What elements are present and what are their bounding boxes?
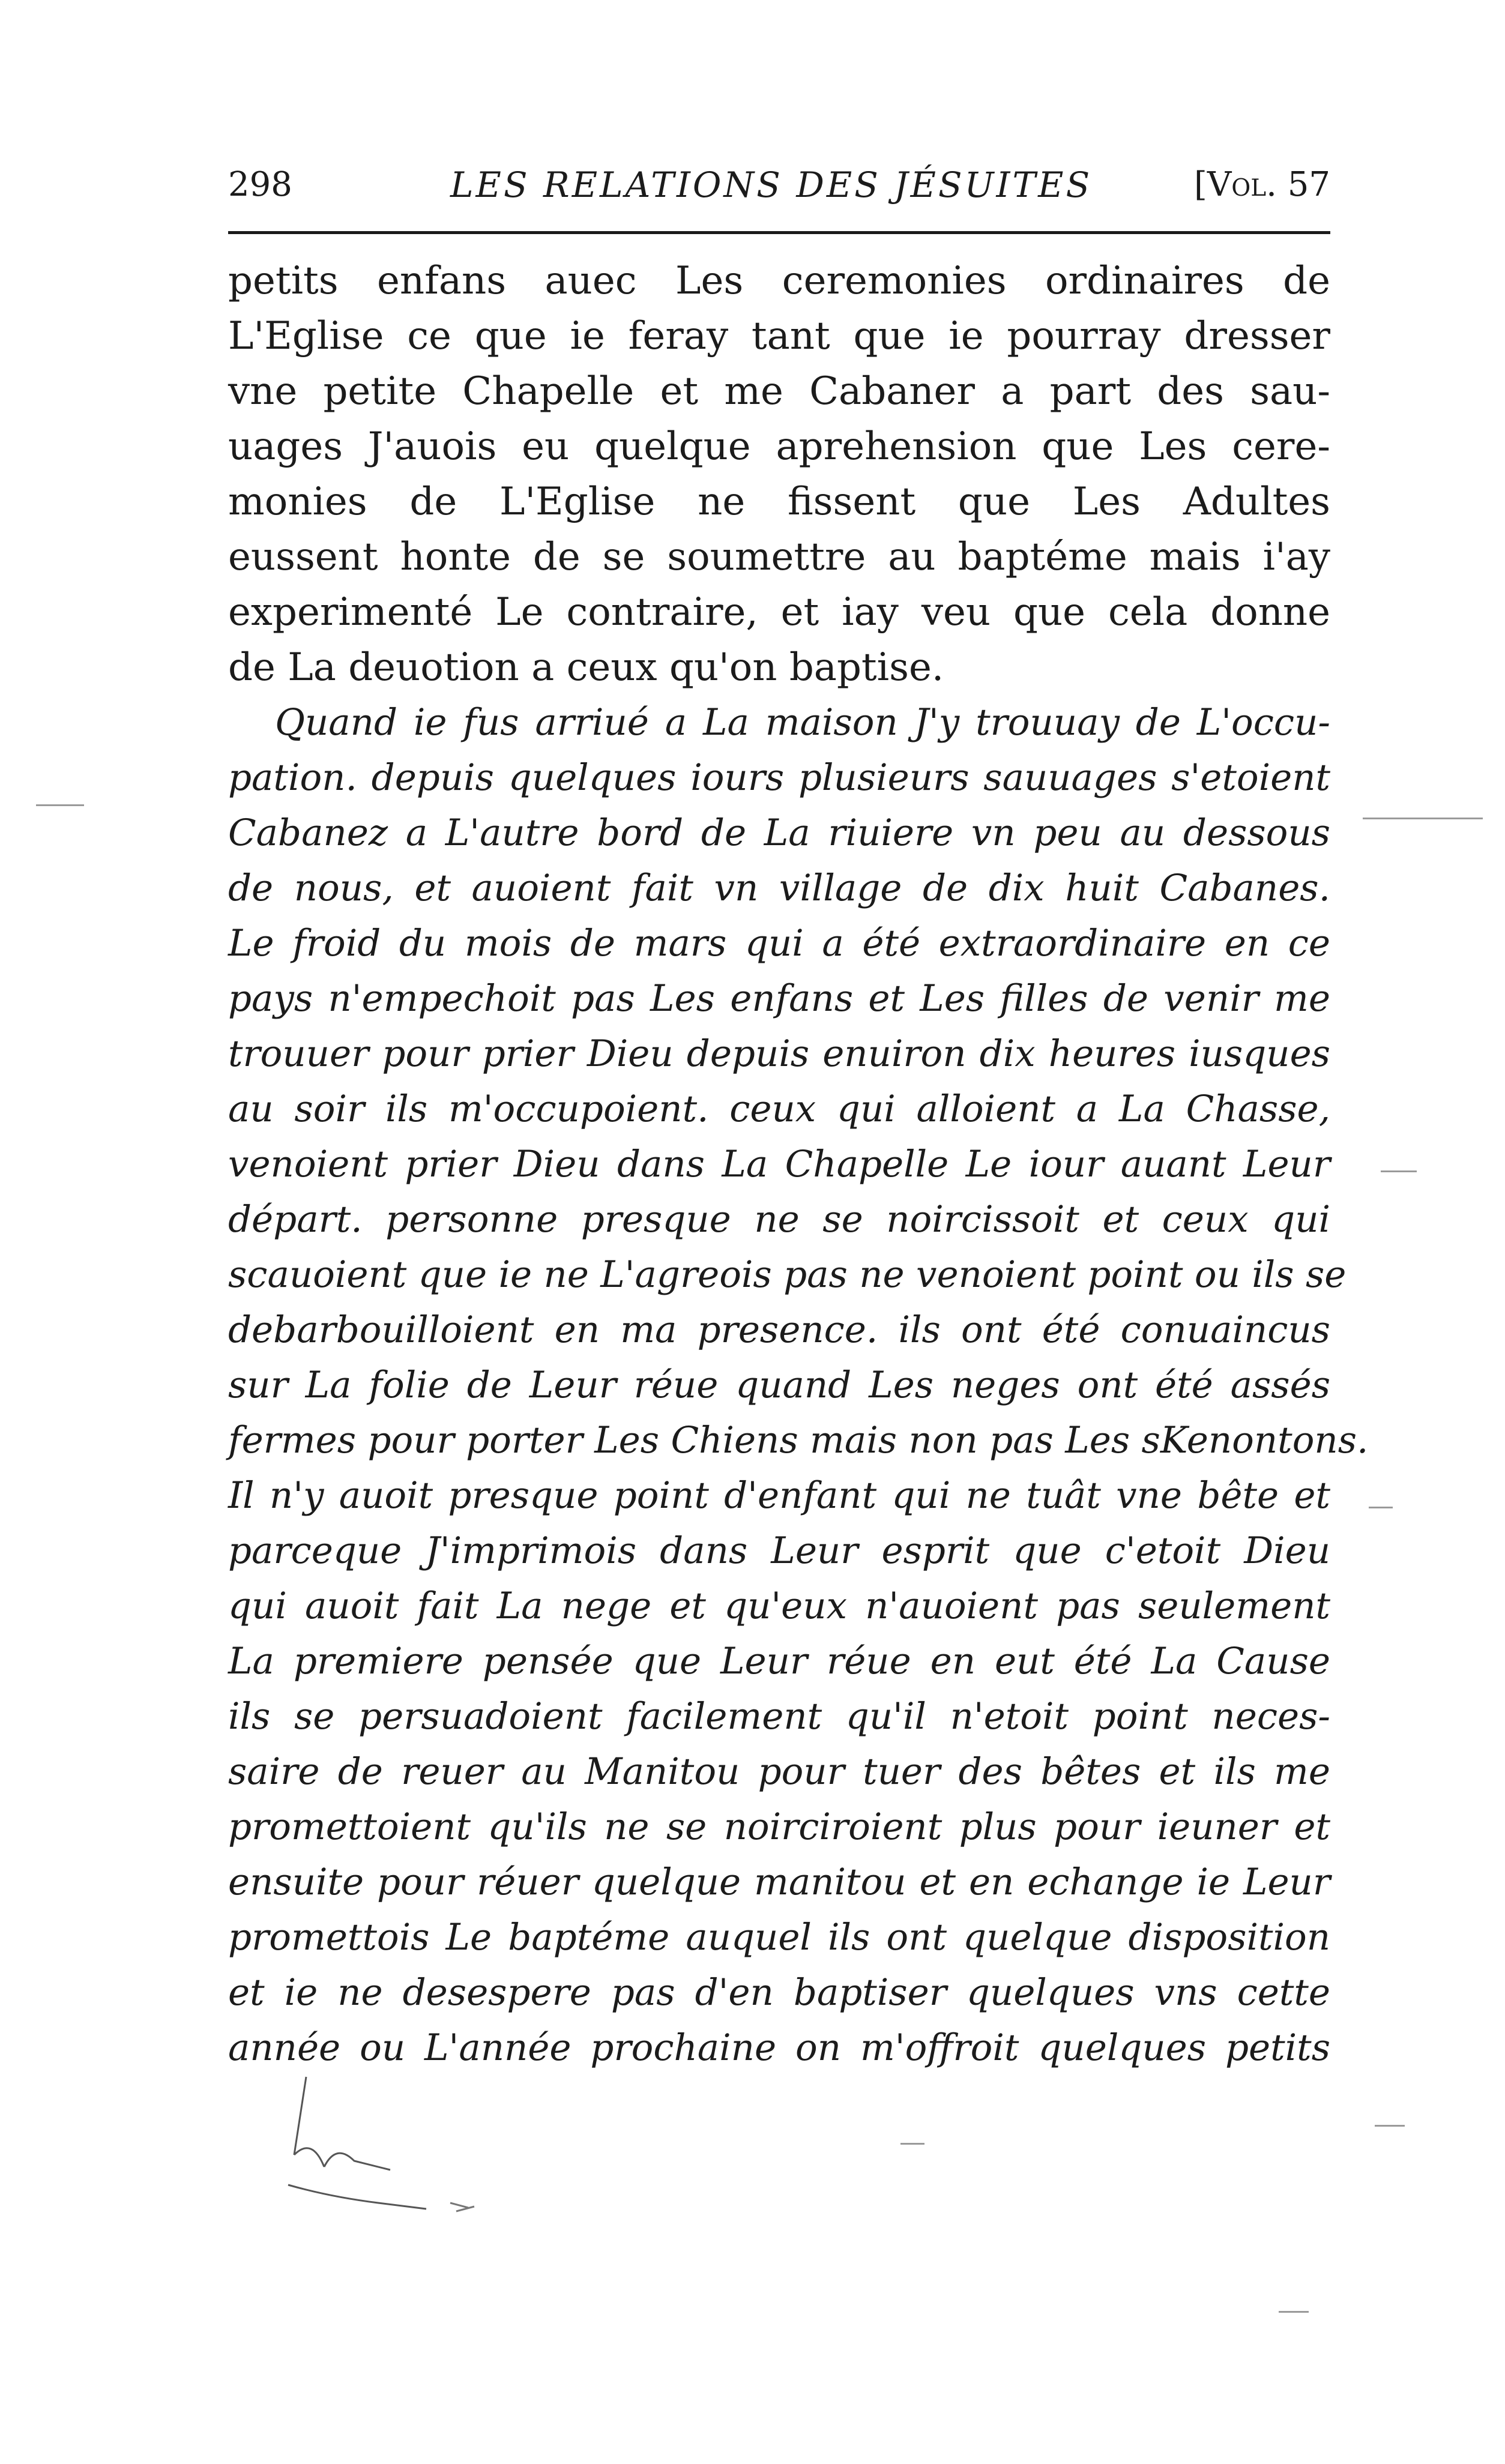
page-header xyxy=(228,161,1330,209)
text-line: petits enfans auec Les ceremonies ordinaires de xyxy=(228,259,1330,303)
text-line: Cabanez a L'autre bord de La riuiere vn peu au dessous xyxy=(228,812,1330,854)
text-line: vne petite Chapelle et me Cabaner a part des sau- xyxy=(228,369,1330,414)
text-line: monies de L'Eglise ne fissent que Les Adultes xyxy=(228,480,1330,524)
text-line: et ie ne desespere pas d'en baptiser quelques vns cette xyxy=(228,1971,1330,2014)
text-line: promettoient qu'ils ne se noirciroient plus pour ieuner et xyxy=(228,1806,1330,1848)
margin-mark xyxy=(1369,1507,1393,1508)
margin-mark xyxy=(900,2143,924,2145)
running-title: LES RELATIONS DES JÉSUITES xyxy=(450,164,1093,205)
text-line: Quand ie fus arriué a La maison J'y trouuay de L'occu- xyxy=(275,701,1330,744)
text-line: Le froid du mois de mars qui a été extraordinaire en ce xyxy=(228,922,1330,965)
text-line: fermes pour porter Les Chiens mais non pas Les sKenontons. xyxy=(228,1419,1369,1462)
text-line: de La deuotion a ceux qu'on baptise. xyxy=(228,645,944,690)
text-line: scauoient que ie ne L'agreois pas ne venoient point ou ils se xyxy=(228,1253,1347,1296)
text-line: qui auoit fait La nege et qu'eux n'auoient pas seulement xyxy=(228,1585,1330,1627)
text-line: parceque J'imprimois dans Leur esprit que c'etoit Dieu xyxy=(228,1529,1330,1572)
text-line: sur La folie de Leur réue quand Les neges ont été assés xyxy=(228,1364,1330,1406)
margin-mark xyxy=(1375,2125,1405,2127)
text-line: pays n'empechoit pas Les enfans et Les filles de venir me xyxy=(228,977,1330,1020)
volume-label: [Vol. 57 xyxy=(1193,165,1330,204)
text-line: au soir ils m'occupoient. ceux qui alloient a La Chasse, xyxy=(228,1088,1330,1130)
text-line: experimenté Le contraire, et iay veu que cela donne xyxy=(228,590,1330,634)
roman-paragraph xyxy=(228,253,1330,695)
text-line: ils se persuadoient facilement qu'il n'etoit point neces- xyxy=(228,1695,1330,1738)
text-line: La premiere pensée que Leur réue en eut été La Cause xyxy=(228,1640,1330,1682)
text-line: ensuite pour réuer quelque manitou et en echange ie Leur xyxy=(228,1861,1330,1903)
margin-mark xyxy=(1279,2311,1309,2313)
text-line: debarbouilloient en ma presence. ils ont été conuaincus xyxy=(228,1309,1330,1351)
text-line: uages J'auois eu quelque aprehension que Les cere- xyxy=(228,424,1330,469)
text-line: L'Eglise ce que ie feray tant que ie pourray dresser xyxy=(228,314,1330,358)
margin-mark xyxy=(1363,818,1483,819)
text-line: année ou L'année prochaine on m'offroit quelques petits xyxy=(228,2026,1330,2069)
text-line: venoient prier Dieu dans La Chapelle Le iour auant Leur xyxy=(228,1143,1330,1185)
text-line: pation. depuis quelques iours plusieurs sauuages s'etoient xyxy=(228,756,1330,799)
page-number: 298 xyxy=(228,165,292,204)
text-line: promettois Le baptéme auquel ils ont quelque disposition xyxy=(228,1916,1330,1959)
text-line: trouuer pour prier Dieu depuis enuiron dix heures iusques xyxy=(228,1032,1330,1075)
body-text xyxy=(228,253,1369,2076)
italic-paragraph xyxy=(228,695,1369,2076)
text-line: de nous, et auoient fait vn village de dix huit Cabanes. xyxy=(228,867,1330,909)
text-line: départ. personne presque ne se noircissoit et ceux qui xyxy=(228,1198,1330,1241)
margin-mark xyxy=(36,804,84,806)
text-line: saire de reuer au Manitou pour tuer des bêtes et ils me xyxy=(228,1750,1330,1793)
pen-scribble xyxy=(270,2065,522,2221)
header-rule xyxy=(228,231,1330,234)
text-line: Il n'y auoit presque point d'enfant qui ne tuât vne bête et xyxy=(228,1474,1330,1517)
text-line: eussent honte de se soumettre au baptéme mais i'ay xyxy=(228,535,1330,579)
margin-mark xyxy=(1381,1170,1417,1172)
